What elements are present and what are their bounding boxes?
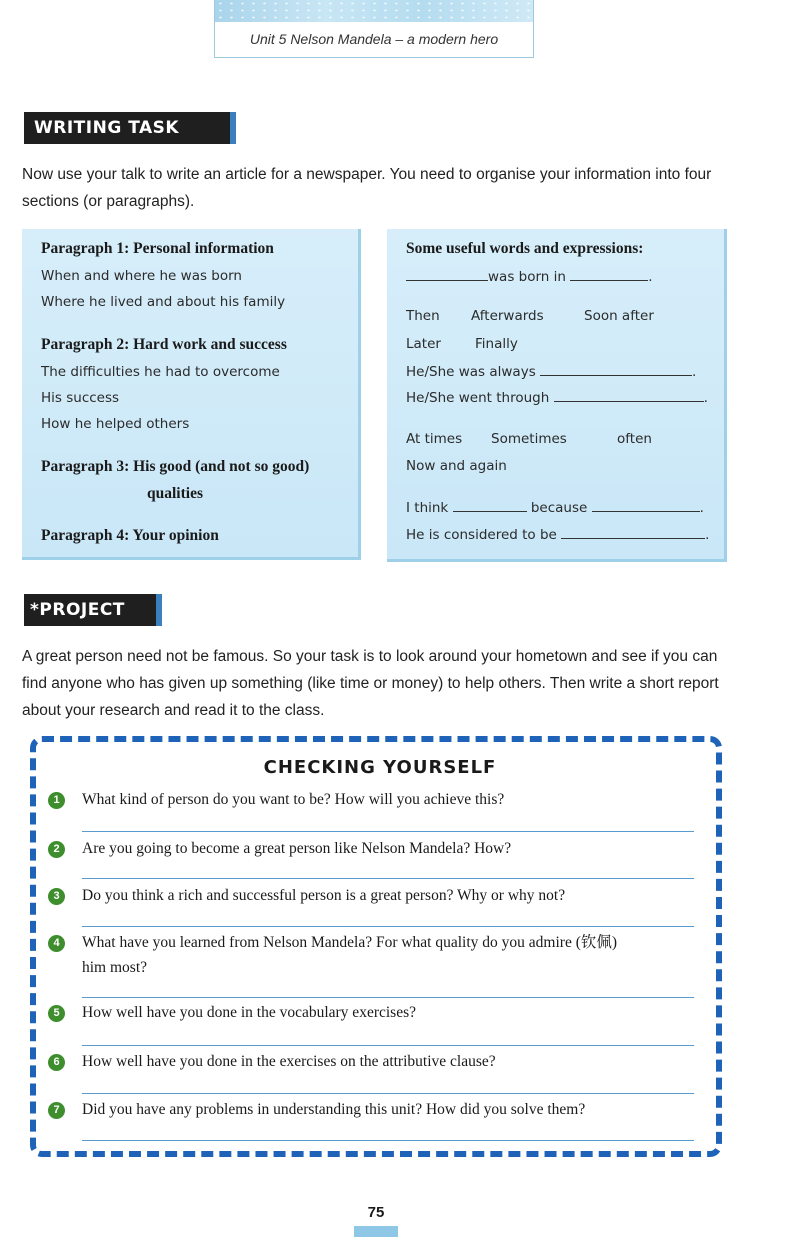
expr-sometimes: Sometimes [491,431,567,447]
paragraph-2-title: Paragraph 2: Hard work and success [41,336,287,353]
project-banner-label: PROJECT [39,600,125,620]
paragraph-1-item: Where he lived and about his family [41,294,286,310]
expr-later: Later [406,336,441,352]
paragraph-2-item: His success [41,390,120,406]
question-number: 5 [48,1005,65,1022]
expr-text: was born in [488,269,566,285]
question-text: What have you learned from Nelson Mandela? For what quality do you admire (钦佩) [82,934,618,951]
question-number: 7 [48,1102,65,1119]
project-banner-accent [156,594,162,626]
paragraph-3-title-cont: qualities [147,485,203,502]
expr-text: He is considered to be [406,527,557,543]
blank-line [453,499,527,512]
expr-text: because [530,500,588,516]
question-number: 6 [48,1054,65,1071]
blank-line [570,268,648,281]
expr-i-think: I think because . [406,500,704,516]
project-text: A great person need not be famous. So your task is to look around your hometown and see if you can find anyone who has given up something (like time or money) to help others. Then write a short report about your research and read it to the class. [22,648,719,719]
expr-considered: He is considered to be . [406,527,710,543]
project-marker: * [30,600,40,620]
expr-finally: Finally [475,336,518,352]
question-number: 4 [48,935,65,952]
expr-born-in: was born in . [406,268,706,285]
blank-line [540,363,692,376]
answer-line[interactable] [82,1140,694,1141]
paragraph-2-item: The difficulties he had to overcome [41,364,280,380]
header-decor-dots [215,0,533,22]
answer-line[interactable] [82,878,694,879]
expr-at-times: At times [406,431,463,447]
paragraph-1-title: Paragraph 1: Personal information [41,240,274,257]
answer-line[interactable] [82,926,694,927]
page-number [354,1200,398,1237]
writing-task-banner: WRITING TASK [24,112,230,144]
expr-text: I think [406,500,449,516]
answer-line[interactable] [82,1045,694,1046]
expr-then: Then [406,308,440,324]
question-text-cont: him most? [82,959,148,976]
useful-expressions-title: Some useful words and expressions: [406,240,644,257]
question-number: 2 [48,841,65,858]
blank-line [554,389,704,402]
answer-line[interactable] [82,831,694,832]
paragraph-2-item: How he helped others [41,416,190,432]
answer-line[interactable] [82,1093,694,1094]
question-text: How well have you done in the vocabulary exercises? [82,1004,416,1021]
question-text: How well have you done in the exercises on the attributive clause? [82,1053,496,1070]
page-number-text: 75 [367,1204,385,1221]
checking-yourself-title: CHECKING YOURSELF [263,757,497,778]
blank-line [561,526,705,539]
expr-now-and-again: Now and again [406,458,507,474]
paragraph-1-item: When and where he was born [41,268,242,284]
expr-soon-after: Soon after [584,308,654,324]
unit-title: Unit 5 Nelson Mandela – a modern hero [249,31,499,47]
answer-line[interactable] [82,997,694,998]
question-text: Are you going to become a great person like Nelson Mandela? How? [82,840,512,857]
expr-always: He/She was always . [406,364,697,380]
writing-task-banner-accent [230,112,236,144]
expr-often: often [617,431,652,447]
question-text: Did you have any problems in understanding this unit? How did you solve them? [82,1101,586,1118]
question-text: What kind of person do you want to be? How will you achieve this? [82,791,505,808]
unit-header [214,0,534,58]
question-number: 3 [48,888,65,905]
expr-afterwards: Afterwards [471,308,544,324]
expr-text: He/She was always [406,364,536,380]
question-text: Do you think a rich and successful person is a great person? Why or why not? [82,887,566,904]
question-number: 1 [48,792,65,809]
paragraph-4-title: Paragraph 4: Your opinion [41,527,219,544]
blank-line [406,268,488,281]
writing-task-intro: Now use your talk to write an article for a newspaper. You need to organise your information into four sections (or paragraphs). [22,166,712,210]
page-number-bar [354,1226,398,1237]
blank-line [592,499,700,512]
expr-went-through: He/She went through . [406,390,708,406]
paragraph-3-title: Paragraph 3: His good (and not so good) [41,458,310,475]
expr-text: He/She went through [406,390,550,406]
project-banner [24,594,156,626]
